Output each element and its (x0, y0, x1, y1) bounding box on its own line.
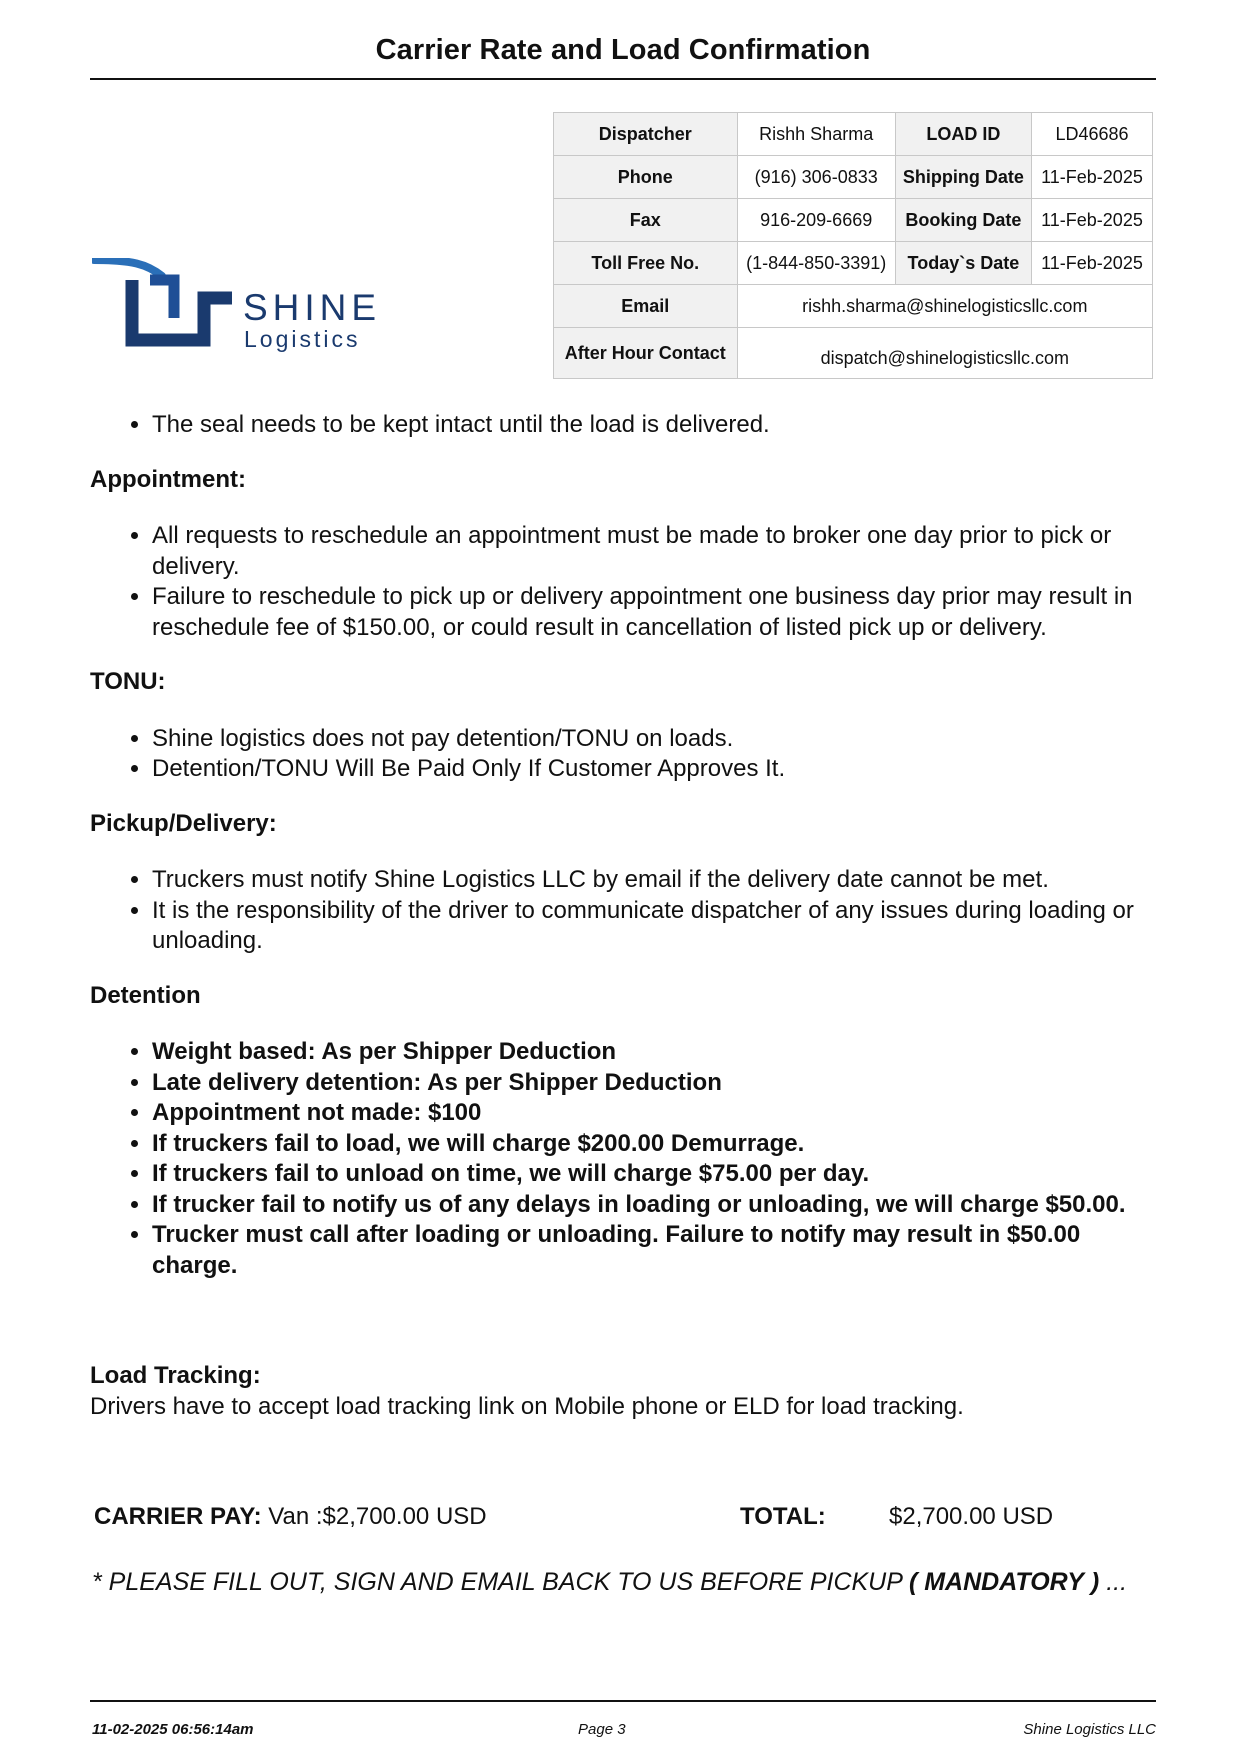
terms-content (90, 410, 1156, 1422)
total-label: TOTAL: (740, 1503, 826, 1530)
phone-value: (916) 306-0833 (737, 156, 895, 199)
seal-list (90, 410, 1156, 441)
list-item: • If truckers fail to unload on time, we will charge $75.00 per day. (152, 1159, 1156, 1190)
shipping-date-label: Shipping Date (895, 156, 1031, 199)
shipping-date-value: 11-Feb-2025 (1031, 156, 1152, 199)
appointment-heading: Appointment: (90, 465, 246, 493)
pickup-delivery-list (90, 865, 1156, 957)
list-item: • Appointment not made: $100 (152, 1098, 1156, 1129)
footer-timestamp: 11-02-2025 06:56:14am (92, 1721, 254, 1738)
mandatory-word: MANDATORY (924, 1568, 1084, 1596)
list-item: • Truckers must notify Shine Logistics LLC by email if the delivery date cannot be met. (152, 865, 1156, 896)
footer-page-number: Page 3 (578, 1721, 626, 1738)
pickup-delivery-heading: Pickup/Delivery: (90, 809, 277, 837)
phone-label: Phone (554, 156, 738, 199)
carrier-pay-value: Van :$2,700.00 USD (268, 1503, 487, 1530)
list-item: • Shine logistics does not pay detention/TONU on loads. (152, 724, 1156, 755)
carrier-pay-label: CARRIER PAY: (94, 1503, 262, 1530)
mandatory-open: ( (908, 1568, 918, 1596)
table-row (554, 328, 1153, 379)
detention-heading: Detention (90, 981, 201, 1009)
list-item: • The seal needs to be kept intact until the load is delivered. (152, 410, 1156, 441)
fax-label: Fax (554, 199, 738, 242)
table-row (554, 242, 1153, 285)
after-hour-value: dispatch@shinelogisticsllc.com (737, 328, 1152, 379)
detention-list (90, 1037, 1156, 1281)
page-title: Carrier Rate and Load Confirmation (375, 34, 871, 66)
list-item: • All requests to reschedule an appointment must be made to broker one day prior to pick or delivery. (152, 521, 1156, 582)
table-row (554, 113, 1153, 156)
logo-mark-icon (92, 258, 242, 348)
list-item: • Late delivery detention: As per Shipper Deduction (152, 1068, 1156, 1099)
table-row (554, 199, 1153, 242)
fax-value: 916-209-6669 (737, 199, 895, 242)
list-item: • If trucker fail to notify us of any delays in loading or unloading, we will charge $50.00. (152, 1190, 1156, 1221)
load-id-label: LOAD ID (895, 113, 1031, 156)
toll-free-label: Toll Free No. (554, 242, 738, 285)
todays-date-value: 11-Feb-2025 (1031, 242, 1152, 285)
list-item: • If truckers fail to load, we will charge $200.00 Demurrage. (152, 1129, 1156, 1160)
list-item: • Detention/TONU Will Be Paid Only If Customer Approves It. (152, 754, 1156, 785)
list-item: • Failure to reschedule to pick up or delivery appointment one business day prior may result in reschedule fee of $150.00, or could result in cancellation of listed pick up or delivery. (152, 582, 1156, 643)
load-id-value: LD46686 (1031, 113, 1152, 156)
table-row (554, 156, 1153, 199)
mandatory-close: ) (1090, 1568, 1100, 1596)
list-item: • Trucker must call after loading or unloading. Failure to notify may result in $50.00 charge. (152, 1220, 1156, 1281)
carrier-pay (94, 1503, 487, 1531)
tonu-list (90, 724, 1156, 785)
load-tracking-text: Drivers have to accept load tracking link on Mobile phone or ELD for load tracking. (90, 1392, 964, 1420)
mandatory-notice (92, 1568, 1127, 1597)
email-value: rishh.sharma@shinelogisticsllc.com (737, 285, 1152, 328)
dispatcher-label: Dispatcher (554, 113, 738, 156)
table-row (554, 285, 1153, 328)
booking-date-value: 11-Feb-2025 (1031, 199, 1152, 242)
mandatory-suffix: ... (1106, 1568, 1128, 1596)
logo-subtitle: Logistics (244, 326, 361, 352)
toll-free-value: (1-844-850-3391) (737, 242, 895, 285)
load-info-table (553, 112, 1153, 379)
list-item: • It is the responsibility of the driver to communicate dispatcher of any issues during loading or unloading. (152, 896, 1156, 957)
logo-wordmark: SHINE (243, 287, 382, 328)
after-hour-label: After Hour Contact (554, 328, 738, 379)
dispatcher-value: Rishh Sharma (737, 113, 895, 156)
email-label: Email (554, 285, 738, 328)
appointment-list (90, 521, 1156, 643)
list-item: • Weight based: As per Shipper Deduction (152, 1037, 1156, 1068)
total-value: $2,700.00 USD (889, 1503, 1054, 1530)
footer-company: Shine Logistics LLC (1023, 1721, 1156, 1738)
todays-date-label: Today`s Date (895, 242, 1031, 285)
mandatory-prefix: * PLEASE FILL OUT, SIGN AND EMAIL BACK TO US BEFORE PICKUP (92, 1568, 902, 1596)
booking-date-label: Booking Date (895, 199, 1031, 242)
title-divider (90, 78, 1156, 80)
load-tracking-heading: Load Tracking: (90, 1362, 261, 1389)
tonu-heading: TONU: (90, 668, 166, 695)
footer-divider (90, 1700, 1156, 1702)
company-logo (92, 258, 382, 358)
